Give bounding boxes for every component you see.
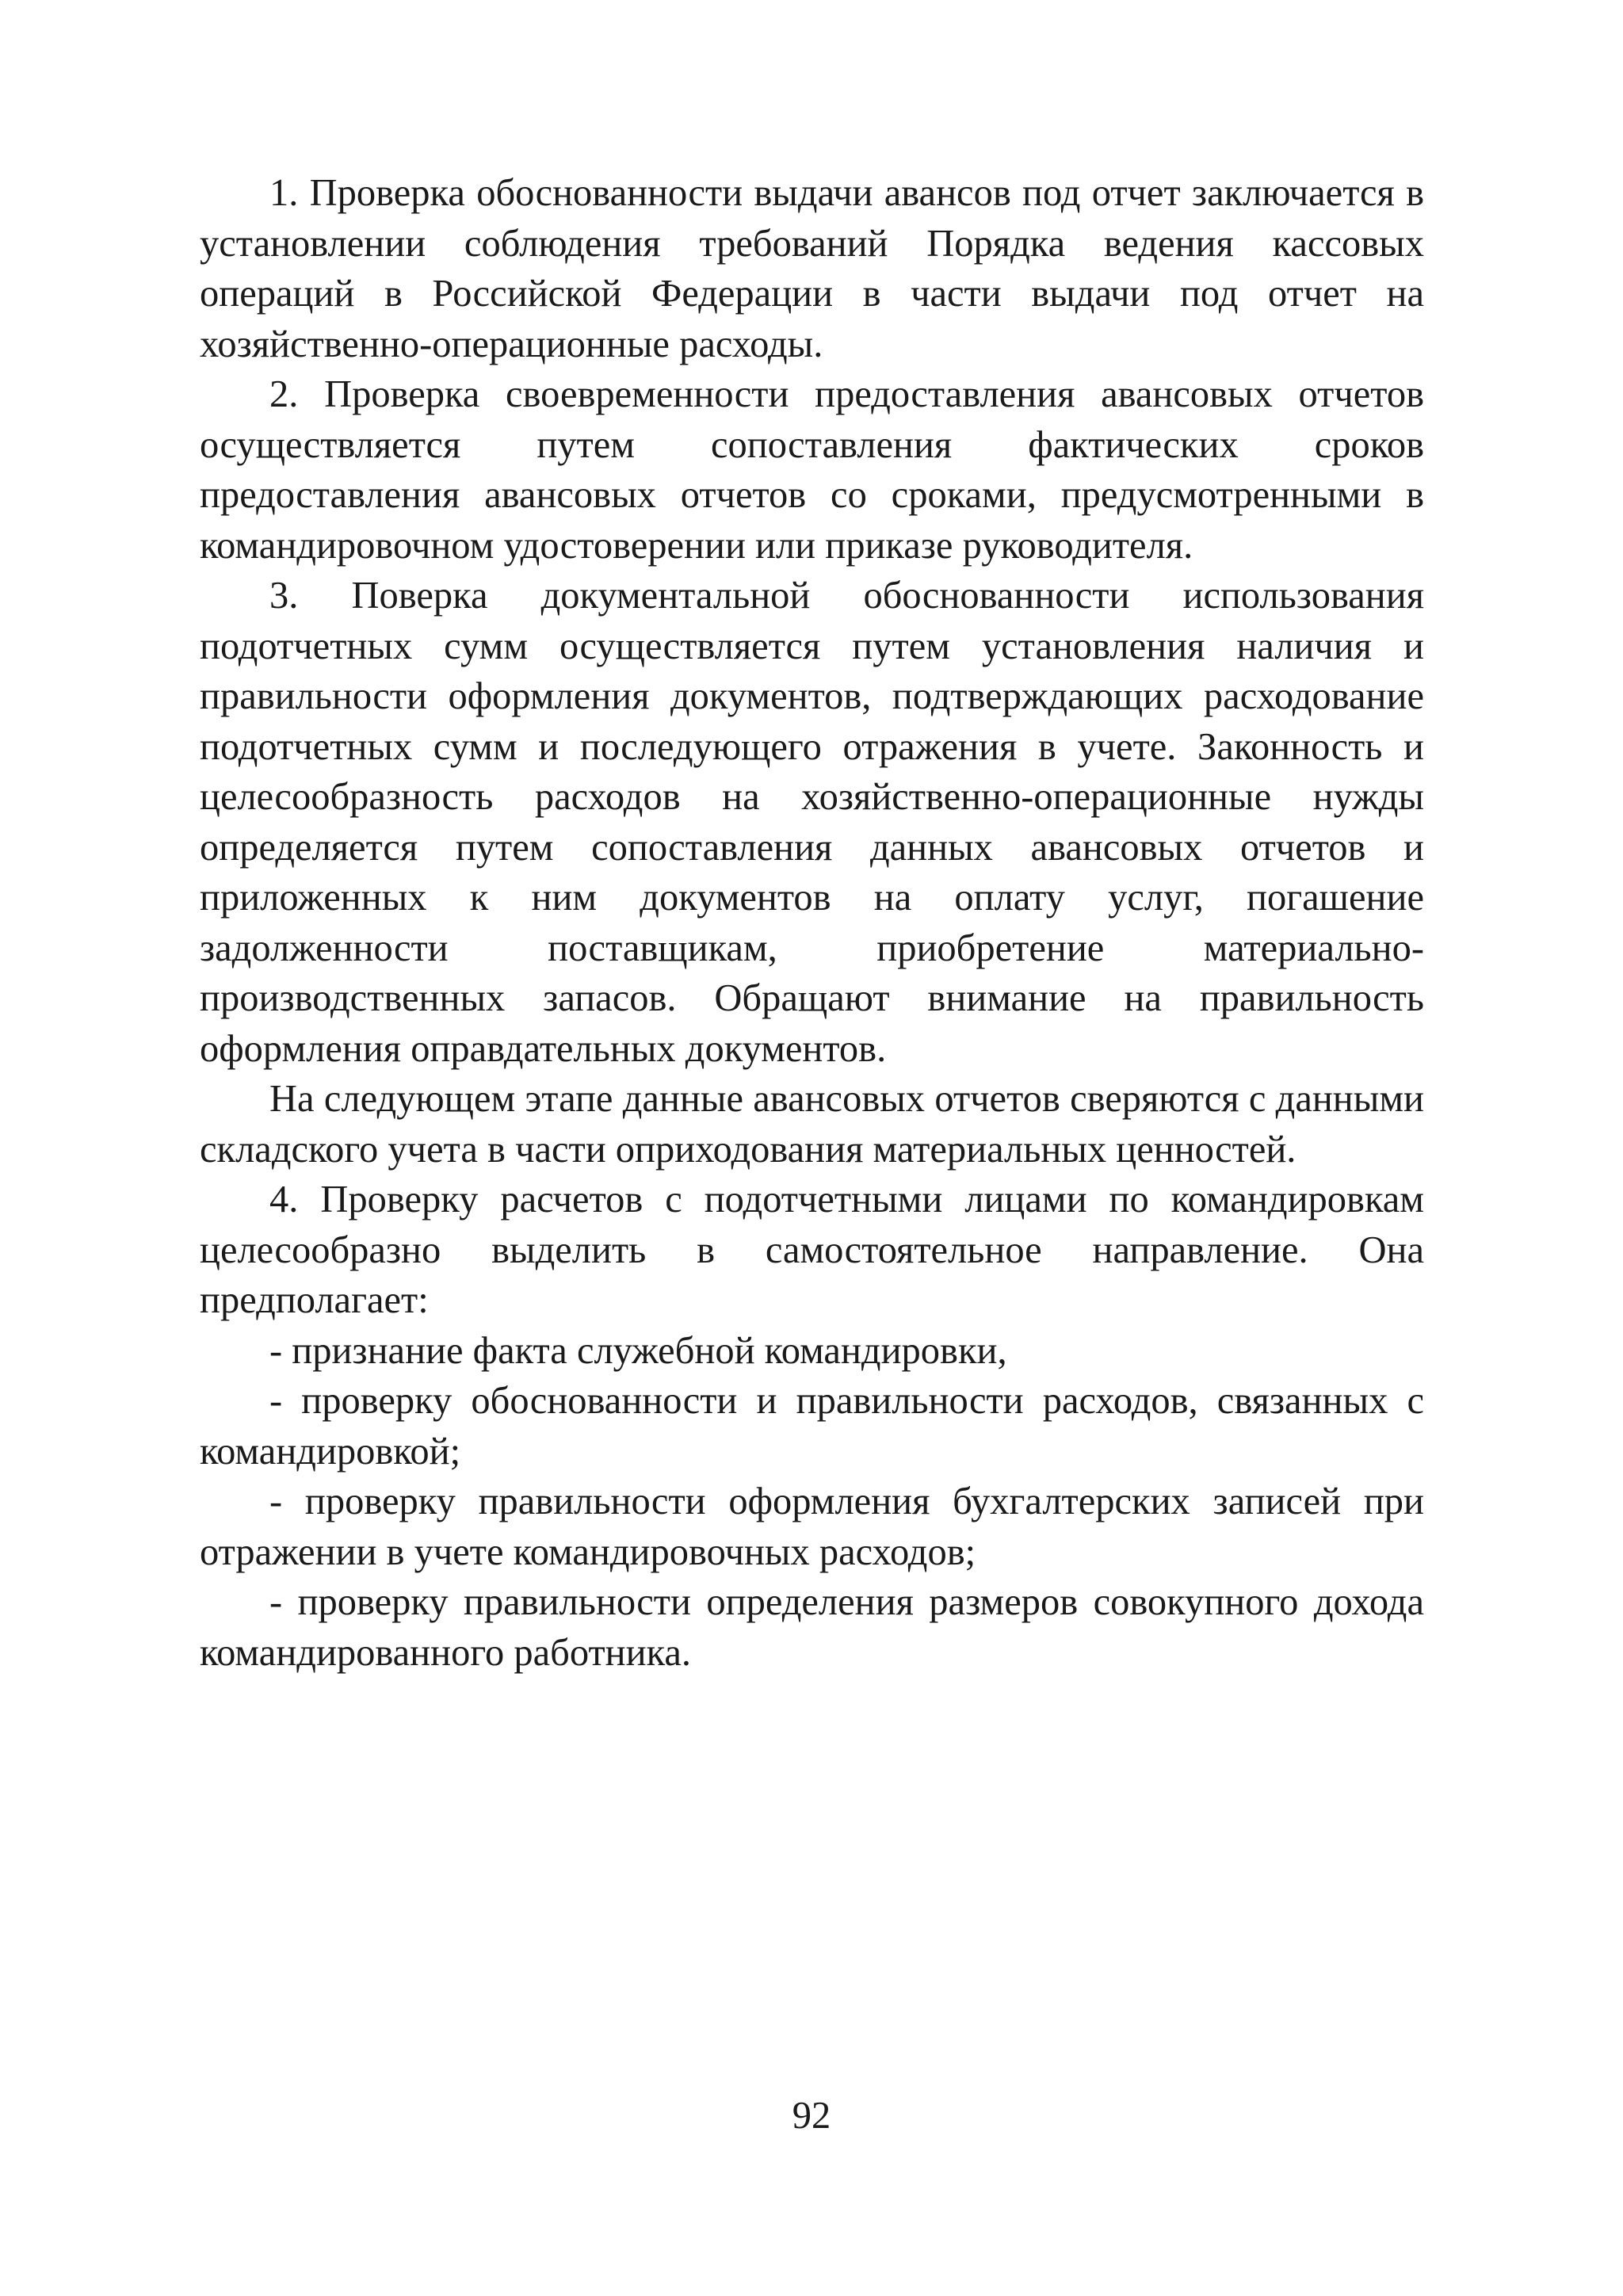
body-text	[200, 168, 1424, 1678]
paragraph-next-stage: На следующем этапе данные авансовых отчетов сверяются с данными складского учета в части оприходования материальных ценностей.	[200, 1078, 1424, 1171]
page-number: 92	[792, 2095, 831, 2137]
paragraph-item-2: 2. Проверка своевременности предоставления авансовых отчетов осуществляется путем сопоставления фактических сроков предоставления авансовых отчетов со сроками, предусмотренными в командировочном удостоверении или приказе руководителя.	[200, 373, 1424, 567]
list-item: - признание факта служебной командировки,	[269, 1329, 1007, 1372]
paragraph-item-3: 3. Поверка документальной обоснованности использования подотчетных сумм осуществляется путем установления наличия и правильности оформления документов, подтверждающих расходование подотчетных сумм и последующего отражения в учете. Законность и целесообразность расходов на хозяйственно-операционные нужды определяется путем сопоставления данных авансовых отчетов и приложенных к ним документов на оплату услуг, погашение задолженности поставщикам, приобретение материально-производственных запасов. Обращают внимание на правильность оформления оправдательных документов.	[200, 575, 1424, 1070]
list-item: - проверку правильности оформления бухгалтерских записей при отражении в учете командировочных расходов;	[200, 1480, 1424, 1573]
paragraph-item-1: 1. Проверка обоснованности выдачи авансов под отчет заключается в установлении соблюдения требований Порядка ведения кассовых операций в Российской Федерации в части выдачи под отчет на хозяйственно-операционные расходы.	[200, 172, 1424, 365]
list-item: - проверку правильности определения размеров совокупного дохода командированного работника.	[200, 1581, 1424, 1674]
paragraph-item-4: 4. Проверку расчетов с подотчетными лицами по командировкам целесообразно выделить в самостоятельное направление. Она предполагает:	[200, 1179, 1424, 1321]
list-item: - проверку обоснованности и правильности расходов, связанных с командировкой;	[200, 1380, 1424, 1473]
